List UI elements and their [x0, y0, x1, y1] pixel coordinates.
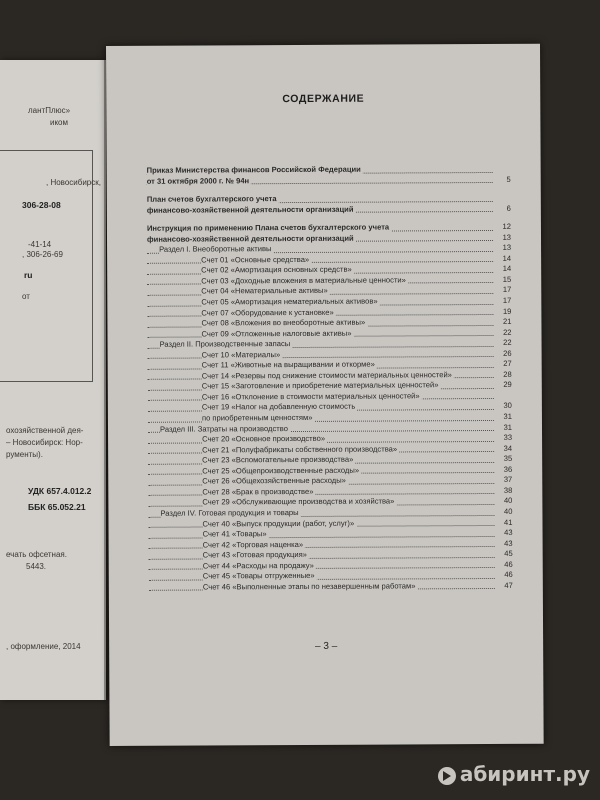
toc-label: финансово-хозяйственной деятельности организаций — [147, 204, 356, 216]
toc-label: Счет 29 «Обслуживающие производства и хозяйства» — [202, 497, 396, 509]
toc-label: Счет 20 «Основное производство» — [202, 434, 327, 445]
toc-label: Счет 21 «Полуфабрикаты собственного производства» — [202, 444, 399, 456]
toc-label: Счет 26 «Общехозяйственные расходы» — [202, 476, 348, 487]
toc-label: Счет 43 «Готовая продукция» — [203, 550, 309, 561]
toc-page-number: 14 — [495, 254, 511, 265]
toc-page-number: 22 — [495, 328, 511, 339]
toc-page-number: 22 — [496, 338, 512, 349]
left-page-line: ББК 65.052.21 — [28, 502, 86, 512]
toc-page-number: 27 — [496, 359, 512, 370]
toc-page-number: 40 — [496, 507, 512, 518]
watermark — [438, 762, 590, 786]
toc-label: Счет 25 «Общепроизводственные расходы» — [202, 465, 361, 476]
toc-page-number: 28 — [496, 370, 512, 381]
toc-page-number: 41 — [496, 517, 512, 528]
toc-page-number: 17 — [495, 285, 511, 296]
toc-page-number: 14 — [495, 264, 511, 275]
toc-page-number: 46 — [497, 560, 513, 571]
toc-page-number: 43 — [497, 528, 513, 539]
toc-page-number: 17 — [495, 296, 511, 307]
toc-row — [149, 581, 513, 593]
toc-label: Раздел IV. Готовая продукция и товары — [160, 508, 300, 519]
toc-label: Счет 41 «Товары» — [203, 529, 269, 540]
toc-label: Раздел III. Затраты на производство — [160, 424, 290, 435]
toc-page-number: 6 — [495, 204, 511, 215]
toc-page-number: 26 — [496, 349, 512, 360]
toc-label: Счет 04 «Нематериальные активы» — [201, 286, 329, 297]
toc-label: Счет 01 «Основные средства» — [201, 255, 311, 266]
toc-row — [147, 204, 511, 216]
toc-page-number: 40 — [496, 496, 512, 507]
left-page-line: 306-28-08 — [22, 200, 61, 210]
left-page — [0, 60, 106, 700]
left-page-line: от — [22, 292, 30, 301]
toc-label: финансово-хозяйственной деятельности организаций — [147, 233, 356, 245]
toc-label: Инструкция по применению Плана счетов бухгалтерского учета — [147, 223, 391, 235]
toc-page-number: 30 — [496, 401, 512, 412]
toc-page-number: 38 — [496, 486, 512, 497]
left-page-line: , Новосибирск, — [46, 178, 101, 187]
toc-label: Счет 42 «Торговая наценка» — [203, 540, 306, 551]
toc-label: Счет 09 «Отложенные налоговые активы» — [201, 328, 353, 339]
toc-label: Счет 46 «Выполненные этапы по незавершенным работам» — [203, 581, 418, 593]
left-page-line: ru — [24, 270, 33, 280]
toc-page-number: 33 — [496, 433, 512, 444]
contents-page — [106, 44, 544, 746]
page-number: – 3 – — [314, 640, 338, 652]
toc-page-number: 12 — [495, 222, 511, 233]
labirint-logo-icon — [438, 767, 456, 785]
toc-page-number: 15 — [495, 275, 511, 286]
toc-page-number: 43 — [497, 538, 513, 549]
toc-label: Счет 45 «Товары отгруженные» — [203, 571, 317, 582]
toc-label: Счет 14 «Резервы под снижение стоимости материальных ценностей» — [202, 370, 454, 382]
left-page-line: – Новосибирск: Нор- — [6, 438, 83, 447]
toc-label: Счет 16 «Отклонение в стоимости материальных ценностей» — [202, 391, 422, 403]
toc-row — [147, 174, 511, 186]
toc-label: Счет 40 «Выпуск продукции (работ, услуг)» — [202, 518, 356, 529]
left-page-line: ечать офсетная. — [6, 550, 67, 559]
left-page-line: иком — [50, 118, 69, 127]
toc-label: Счет 05 «Амортизация нематериальных активов» — [201, 297, 379, 308]
toc-label: Счет 10 «Материалы» — [202, 350, 283, 361]
left-page-line: , 306-26-69 — [22, 250, 63, 259]
toc-page-number: 5 — [495, 174, 511, 185]
left-page-line: УДК 657.4.012.2 — [28, 486, 92, 496]
contents-title: СОДЕРЖАНИЕ — [282, 92, 365, 106]
toc-label: Раздел I. Внеоборотные активы — [159, 244, 273, 255]
toc-label: Счет 23 «Вспомогательные производства» — [202, 455, 355, 466]
toc-page-number: 13 — [495, 243, 511, 254]
toc-page-number: 37 — [496, 475, 512, 486]
left-page-line: -41-14 — [28, 240, 52, 249]
toc-page-number: 31 — [496, 412, 512, 423]
contents-list — [147, 164, 513, 593]
toc-page-number: 13 — [495, 233, 511, 244]
toc-label: Счет 07 «Оборудование к установке» — [201, 307, 335, 318]
toc-page-number: 34 — [496, 444, 512, 455]
toc-page-number: 45 — [497, 549, 513, 560]
toc-page-number: 36 — [496, 465, 512, 476]
watermark-text: абиринт.ру — [459, 762, 590, 786]
left-page-line: , оформление, 2014 — [6, 642, 81, 651]
toc-label: от 31 октября 2000 г. № 94н — [147, 176, 251, 187]
toc-page-number: 35 — [496, 454, 512, 465]
toc-label: Раздел II. Производственные запасы — [160, 339, 293, 350]
toc-label: Приказ Министерства финансов Российской Федерации — [147, 165, 363, 177]
left-page-line: 5443. — [26, 562, 47, 571]
left-page-line: рументы). — [6, 450, 43, 459]
toc-label: План счетов бухгалтерского учета — [147, 194, 279, 205]
toc-page-number: 19 — [495, 306, 511, 317]
toc-label: Счет 08 «Вложения во внеоборотные активы» — [201, 318, 367, 329]
left-page-line: охозяйственной дея- — [6, 426, 84, 435]
toc-label: Счет 11 «Животные на выращивании и откорме» — [202, 360, 377, 371]
toc-page-number: 21 — [495, 317, 511, 328]
toc-label: Счет 15 «Заготовление и приобретение материальных ценностей» — [202, 381, 441, 393]
toc-page-number: 46 — [497, 570, 513, 581]
toc-label: Счет 03 «Доходные вложения в материальные ценности» — [201, 275, 408, 287]
toc-page-number: 31 — [496, 422, 512, 433]
toc-label: Счет 19 «Налог на добавленную стоимость — [202, 402, 357, 413]
toc-label: Счет 44 «Расходы на продажу» — [203, 561, 316, 572]
toc-page-number: 47 — [497, 581, 513, 592]
toc-label: Счет 02 «Амортизация основных средств» — [201, 265, 354, 276]
toc-page-number: 29 — [496, 380, 512, 391]
toc-label: Счет 28 «Брак в производстве» — [202, 487, 315, 498]
toc-label: по приобретенным ценностям» — [202, 413, 315, 424]
left-page-line: лантПлюс» — [28, 106, 71, 115]
